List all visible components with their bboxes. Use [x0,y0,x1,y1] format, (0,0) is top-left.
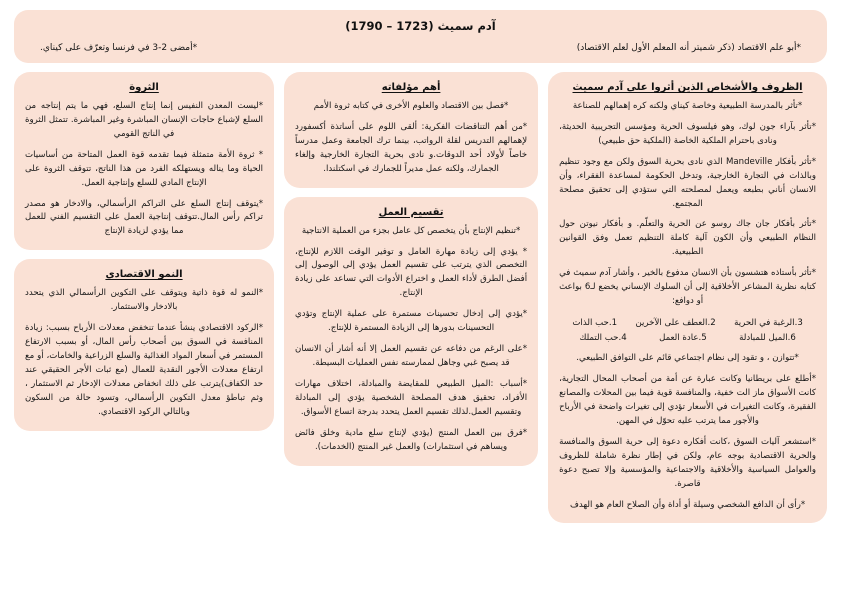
growth-point-1: *النمو له قوة ذاتية ويتوقف على التكوين الرأسمالي الذي يتحدد بالادخار والاستثمار. [25,288,264,313]
header-note-left: *أمضى 2-3 في فرنسا وتعرّف على كيناي. [40,43,198,53]
motive-item-2: 2.العطف على الآخرين [635,317,716,328]
card-economic-growth [14,259,274,430]
division-point-4: *على الرغم من دفاعه عن تقسيم العمل إلا أنه أشار أن الانسان قد يصبح غبي وجاهل لممارسته نفس العمليات البسيطة. [295,344,528,368]
card-wealth-title: الثروة [129,82,159,93]
influences-point-6: *تتوازن ، و تقود إلى نظام اجتماعي قائم على التوافق الطبيعي. [576,353,799,364]
columns-container [14,72,827,559]
motives-row-1 [559,316,816,331]
wealth-point-3: *يتوقف إنتاج السلع على التراكم الرأسمالي، والادخار هو مصدر تراكم رأس المال.تتوقف إنتاجية العمل على التقسيم الفني للعمل مما يؤدي لزيادة الإنتاج [25,198,264,237]
motive-item-6: 6.الميل للمبادلة [739,332,796,343]
wealth-point-1: *ليست المعدن النفيس إنما إنتاج السلع، فهي ما يتم إنتاجه من السلع لإشباع حاجات الإنسان المباشرة وغير المباشرة. تتمثل الثروة في الناتج القومي [25,101,264,139]
division-point-5: *أسباب :الميل الطبيعي للمقايضة والمبادلة، اختلاف مهارات الأفراد، تحقيق هدف المصلحة الشخصية يؤدي إلى المبادلة وتقسيم العمل.لذلك تقسيم العمل يتحدد بدرجة اتساع الأسواق. [295,378,528,417]
motive-item-3: 3.الرغبة في الحرية [734,317,803,328]
influences-point-7: *أطلع على بريطانيا وكانت عبارة عن أمة من أصحاب المحال التجارية، كانت الأسواق ماز الت خفية، والمنافسة قوية فيما بين المحلات والمصانع الفقيرة، وكانت التغيرات في الأسعار تؤدي إلى تغيرات واضحة في الأرباح والأجور مما يترتب عليه تحوّل في المهن. [559,374,816,426]
card-division-of-labor [284,197,538,466]
growth-point-2: *الركود الاقتصادي ينشأ عندما تنخفض معدلات الأرباح بسبب: زيادة المنافسة في السوق بين أصحاب رأس المال، أو بسبب الارتفاع المستمر في أسعار المواد الغذائية والسلع الزراعية والخامات، أو مع ارتفاع معدلات الأجور النقدية للعمال (مع ثبات الأجر الحقيقي عند حد الكفاف)يترتب على ذلك انخفاض معدلات الإدخار ثم الاستثمار ، وثم تباطؤ معدل التكوين الرأسمالي، وتسود حالة من السكون وبالتالي الركود الاقتصادي. [25,323,264,417]
card-influences-title: الظروف والأشخاص الذين أثروا على آدم سميث [572,82,803,93]
motives-list [559,316,816,345]
card-wealth [14,72,274,250]
division-point-6: *فرق بين العمل المنتج (يؤدي لإنتاج سلع مادية وخلق فائض ويساهم في استثمارات) والعمل غير المنتج (الخدمات). [295,427,528,452]
header-note-right: *أبو علم الاقتصاد (ذكر شميتر أنه المعلم الأول لعلم الاقتصاد) [576,43,801,53]
influences-point-5: *تأثر بأستاذه هتشسون بأن الانسان مدفوع بالخير ، وأشار آدم سميث في كتابه نظرية المشاعر الأخلاقية إلى أن السلوك الإنساني يخضع لـ6 بواعث أو دوافع: [559,268,816,307]
column-middle [284,72,538,466]
card-works-title: أهم مؤلفاته [381,82,441,93]
influences-point-8: *استشعر آليات السوق ،كانت أفكاره دعوة إلى حرية السوق والمنافسة والحرية الاقتصادية بوجه عام، ولكن في إطار نظرة شاملة للظروف والعوامل السياسية والأخلاقية والاجتماعية والمؤسسية وإلا تصبح دعوة قاصرة. [559,436,816,489]
influences-point-2: *تأثر بآراء جون لوك، وهو فيلسوف الحرية ومؤسس التجريبية الحديثة، ونادى باحترام الملكية الخاصة (الملكية حق طبيعي) [559,121,816,146]
motives-row-2 [559,331,816,346]
motive-item-4: 4.حب التملك [579,332,627,343]
influences-point-3: *تأثر بأفكار Mandeville الذي نادى بحرية السوق ولكن مع وجود تنظيم وبالذات في التجارة الخارجية، وتدخل الحكومة لمساعدة الفقراء، وأن الانسان أناني بطبعه ويعمل لمصلحته التي ستؤدي إلى تحقيق مصلحة المجتمع. [559,156,816,209]
header-notes-row [40,43,801,53]
card-growth-title: النمو الاقتصادي [105,269,183,281]
works-point-1: *فصل بين الاقتصاد والعلوم الأخرى في كتابه ثروة الأمم [313,101,509,111]
wealth-point-2: * ثروة الأمة متمثلة فيما تقدمه قوة العمل المتاحة من أساسيات الحياة وما يناله ويستهلكه الفرد من هذا الناتج، تتوقف الثروة على الإنتاج المادي للسلع وإنتاجية العمل. [25,149,264,188]
works-point-2: *من أهم التناقضات الفكرية: ألقى اللوم على أساتذة أكسفورد لإهمالهم التدريس لقلة الرواتب، بينما ترك الجامعة وعمل مدرساً خاصاً لأولاد أحد الدوقات.و نادى بحرية التجارة الخارجية وإلغاء الجمارك، ولكنه عمل مديراً للجمارك في اسكتلندا. [295,121,528,174]
header-panel [14,10,827,63]
division-point-2: * يؤدي إلى زيادة مهارة العامل و توفير الوقت اللازم للإنتاج، التخصص الذي يترتب على تقسيم العمل يؤدي إلى الوصول إلى أفضل الطرق لأداء العمل و اختراع الأدوات التي تساعد على زيادة الإنتاج. [295,246,528,299]
card-works [284,72,538,188]
division-point-1: *تنظيم الإنتاج بأن يتخصص كل عامل بجزء من العملية الانتاجية [301,225,521,236]
card-division-title: تقسيم العمل [378,206,444,218]
card-influences [548,72,827,523]
motive-item-1: 1.حب الذات [572,317,618,328]
influences-point-1: *تأثر بالمدرسة الطبيعية وخاصة كيناي ولكنه كره إهمالهم للصناعة [572,101,803,111]
column-right [548,72,827,523]
motive-item-5: 5.عادة العمل [659,332,707,343]
column-left [14,72,274,431]
page-title: آدم سميث (1723 – 1790) [345,19,496,33]
division-point-3: *يؤدي إلى إدخال تحسينات مستمرة على عملية الإنتاج وتؤدي التحسينات بدورها إلى الزيادة المستمرة للإنتاج. [295,309,528,334]
influences-point-9: *رأى أن الدافع الشخصي وسيلة أو أداة وأن الصلاح العام هو الهدف [569,499,806,510]
influences-point-4: *تأثر بأفكار جان جاك روسو عن الحرية والتعلّم. و بأفكار نيوتن حول النظام الطبيعي وأن الكون آلية كاملة التنظيم تعمل وفق القوانين الطبيعية. [559,219,816,258]
